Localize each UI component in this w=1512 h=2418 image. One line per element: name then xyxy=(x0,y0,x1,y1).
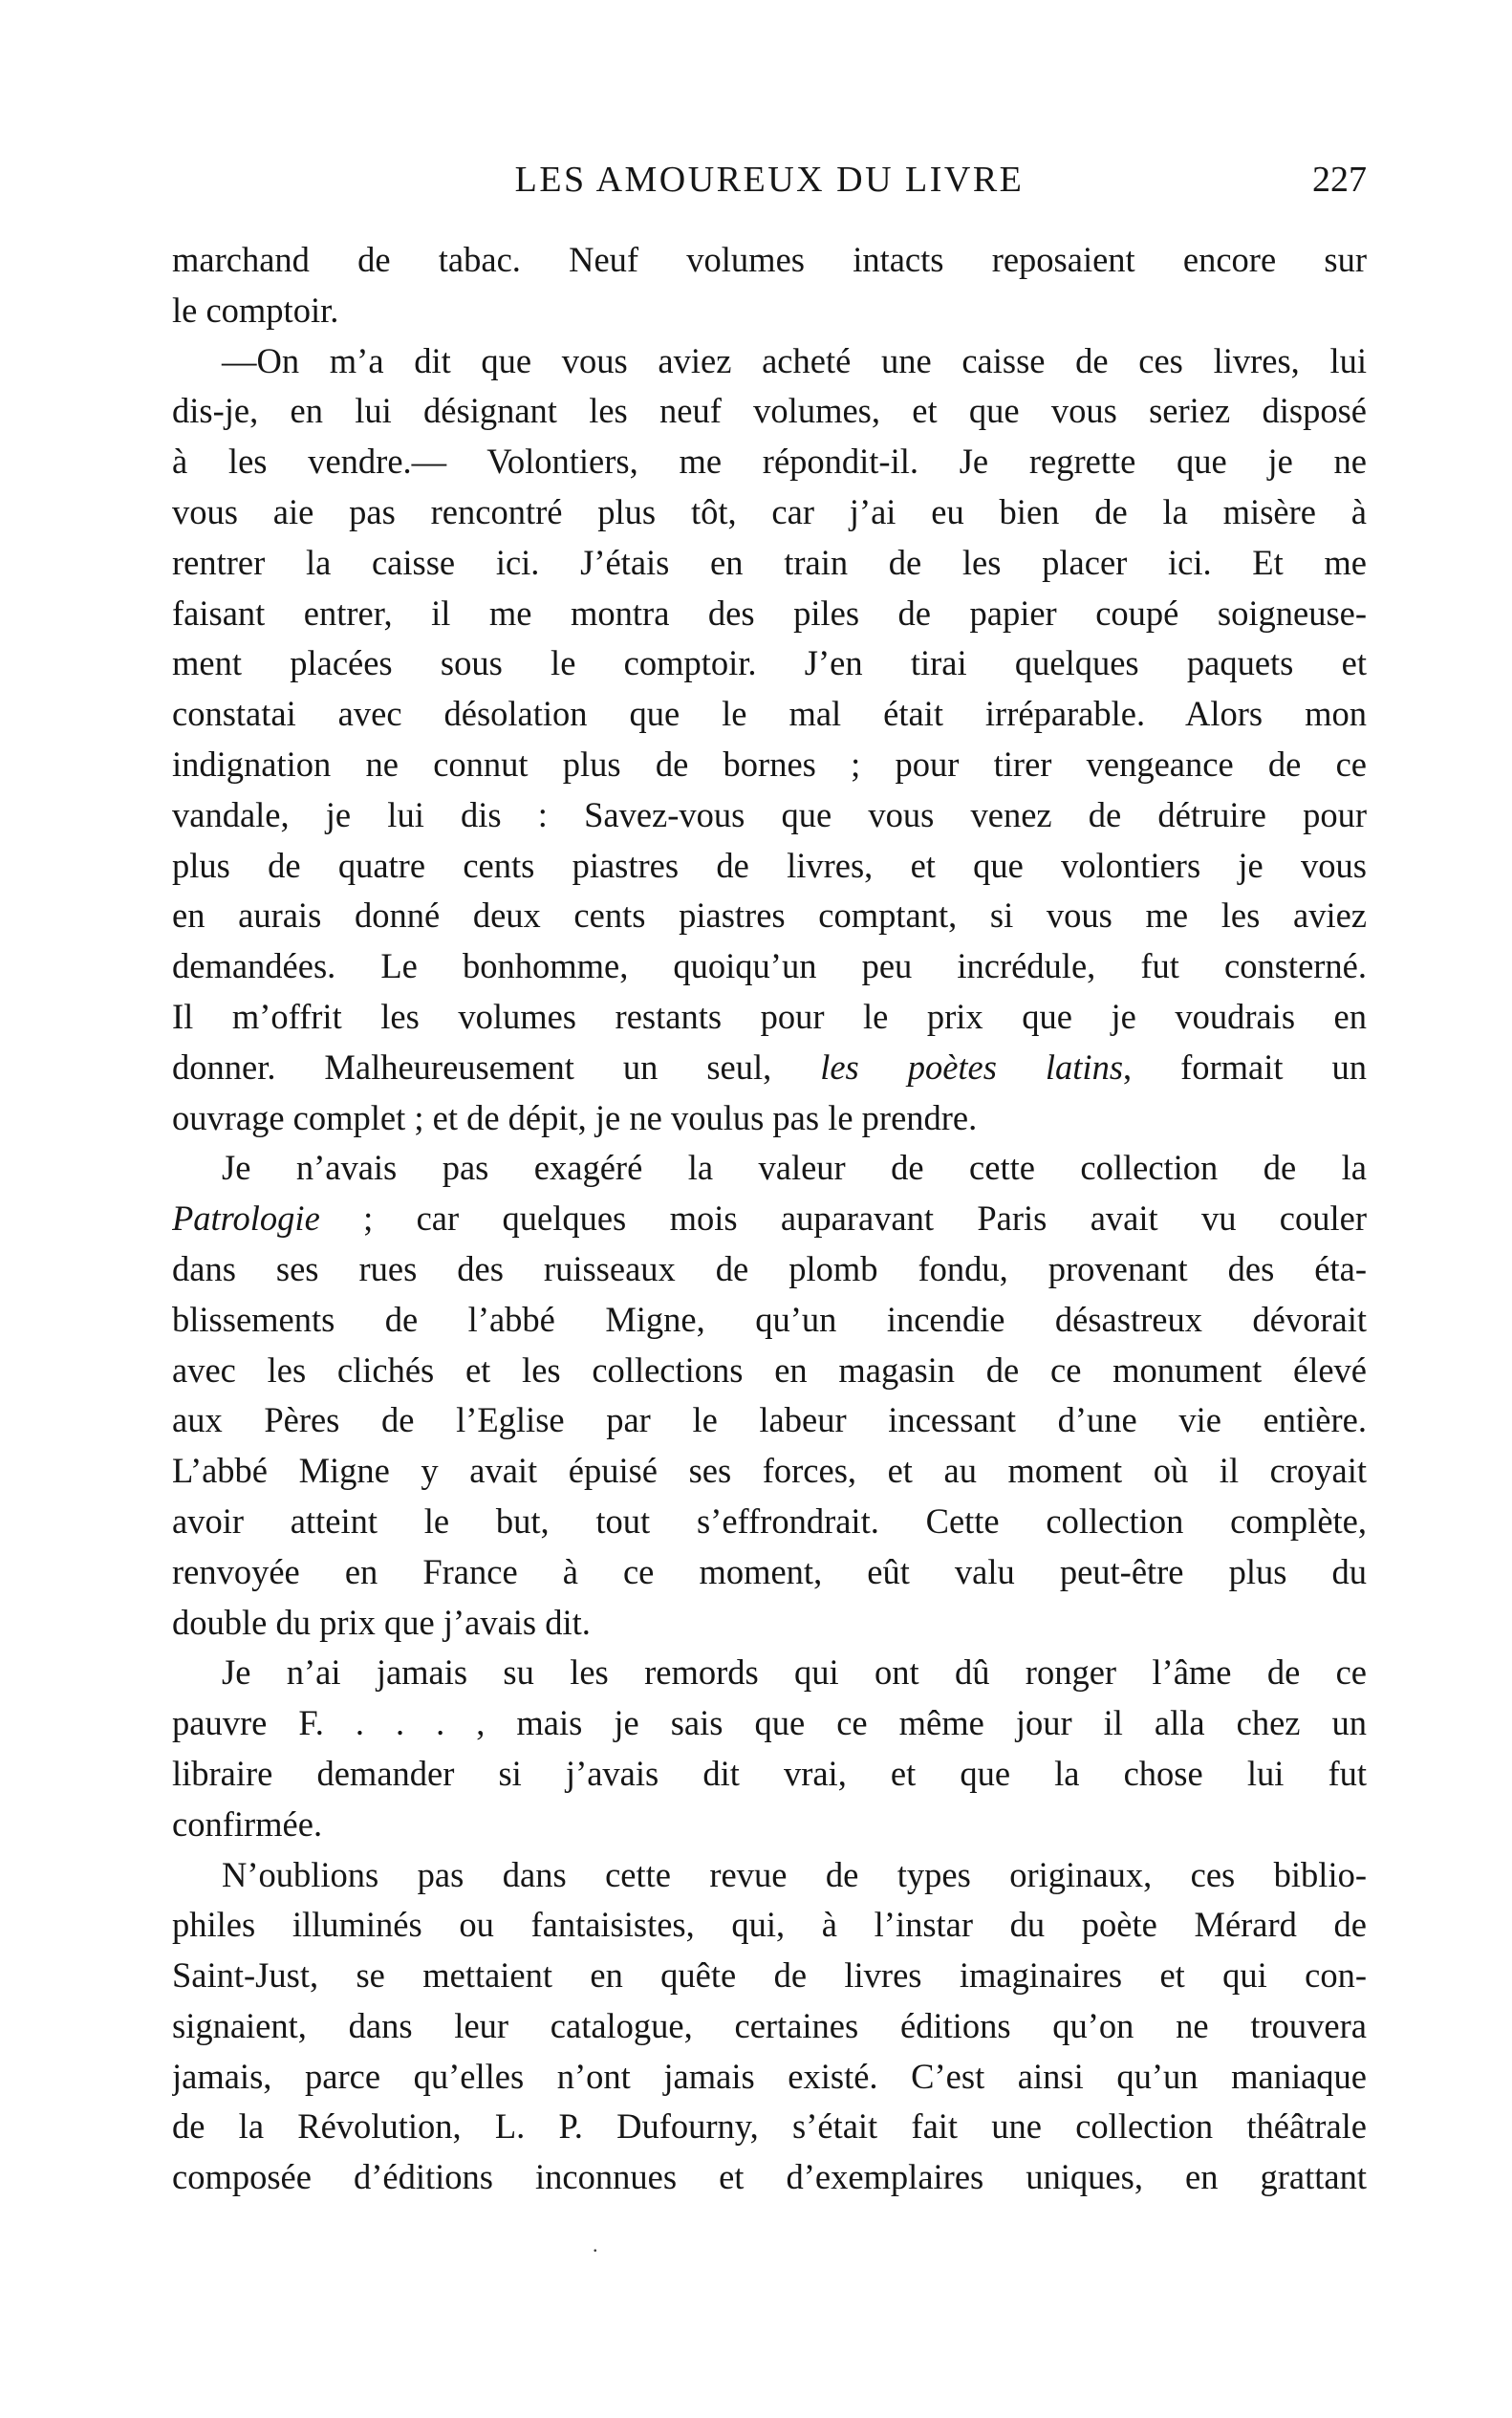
text-line: signaient, dans leur catalogue, certaines éditions qu’on ne trouvera xyxy=(172,2005,1367,2045)
text-line: vous aie pas rencontré plus tôt, car j’ai eu bien de la misère à xyxy=(172,491,1367,531)
italic-title: Patrologie xyxy=(172,1198,320,1239)
text-line: Saint-Just, se mettaient en quête de livres imaginaires et qui con- xyxy=(172,1955,1367,1996)
text-line: avoir atteint le but, tout s’effrondrait. Cette collection complète, xyxy=(172,1500,1367,1541)
text-line: faisant entrer, il me montra des piles de papier coupé soigneuse- xyxy=(172,593,1367,633)
text-line: pauvre F. . . . , mais je sais que ce même jour il alla chez un xyxy=(172,1703,1367,1743)
text-line xyxy=(172,1194,1367,1244)
text-line: renvoyée en France à ce moment, eût valu peut-être plus du xyxy=(172,1551,1367,1591)
text-line: N’oublions pas dans cette revue de types originaux, ces biblio- xyxy=(222,1854,1367,1894)
body-text xyxy=(172,235,1367,2203)
text-line: Je n’ai jamais su les remords qui ont dû ronger l’âme de ce xyxy=(222,1652,1367,1693)
text-line: vandale, je lui dis : Savez-vous que vous venez de détruire pour xyxy=(172,794,1367,834)
text-line: marchand de tabac. Neuf volumes intacts reposaient encore sur xyxy=(172,240,1367,279)
text-line: ment placées sous le comptoir. J’en tirai quelques paquets et xyxy=(172,643,1367,683)
text-line: plus de quatre cents piastres de livres, et que volontiers je vous xyxy=(172,845,1367,885)
text-line: avec les clichés et les collections en magasin de ce monument élevé xyxy=(172,1349,1367,1390)
page-header xyxy=(172,151,1367,208)
text-line: philes illuminés ou fantaisistes, qui, à l’instar du poète Mérard de xyxy=(172,1905,1367,1945)
text-line: libraire demander si j’avais dit vrai, et que la chose lui fut xyxy=(172,1753,1367,1793)
text-line: indignation ne connut plus de bornes ; pour tirer vengeance de ce xyxy=(172,744,1367,784)
text-fragment: ; car quelques mois auparavant Paris avait vu couler xyxy=(319,1198,1367,1239)
text-line: Je n’avais pas exagéré la valeur de cette collection de la xyxy=(222,1148,1367,1188)
italic-title: les poètes latins xyxy=(820,1047,1124,1087)
text-fragment: donner. Malheureusement un seul, xyxy=(172,1047,772,1087)
text-line: ouvrage complet ; et de dépit, je ne voulus pas le prendre. xyxy=(172,1097,978,1137)
text-line: demandées. Le bonhomme, quoiqu’un peu incrédule, fut consterné. xyxy=(172,946,1367,986)
text-line: jamais, parce qu’elles n’ont jamais existé. C’est ainsi qu’un maniaque xyxy=(172,2056,1367,2096)
text-line: de la Révolution, L. P. Dufourny, s’était fait une collection théâtrale xyxy=(172,2106,1367,2147)
text-line: Il m’offrit les volumes restants pour le prix que je voudrais en xyxy=(172,996,1367,1036)
text-line: —On m’a dit que vous aviez acheté une caisse de ces livres, lui xyxy=(222,340,1367,380)
text-line: confirmée. xyxy=(172,1803,323,1844)
running-title: LES AMOUREUX DU LIVRE xyxy=(514,160,1025,200)
text-line: à les vendre.— Volontiers, me répondit-il. Je regrette que je ne xyxy=(172,442,1367,482)
text-line: aux Pères de l’Eglise par le labeur incessant d’une vie entière. xyxy=(172,1400,1367,1440)
text-line: rentrer la caisse ici. J’étais en train de les placer ici. Et me xyxy=(172,542,1367,582)
text-line xyxy=(172,1043,1367,1093)
text-line: dans ses rues des ruisseaux de plomb fondu, provenant des éta- xyxy=(172,1248,1367,1288)
text-line: composée d’éditions inconnues et d’exemplaires uniques, en grattant xyxy=(172,2157,1367,2197)
text-line: dis-je, en lui désignant les neuf volumes, et que vous seriez disposé xyxy=(172,391,1367,431)
text-line: blissements de l’abbé Migne, qu’un incendie désastreux dévorait xyxy=(172,1299,1367,1339)
text-line: en aurais donné deux cents piastres comptant, si vous me les aviez xyxy=(172,896,1367,936)
text-line: double du prix que j’avais dit. xyxy=(172,1602,591,1642)
text-line: constatai avec désolation que le mal était irréparable. Alors mon xyxy=(172,694,1367,734)
text-line: L’abbé Migne y avait épuisé ses forces, et au moment où il croyait xyxy=(172,1451,1367,1491)
text-fragment: , formait un xyxy=(1123,1047,1367,1087)
text-line: le comptoir. xyxy=(172,290,339,330)
footer-mark: . xyxy=(593,2233,598,2256)
page-number: 227 xyxy=(1312,160,1367,200)
